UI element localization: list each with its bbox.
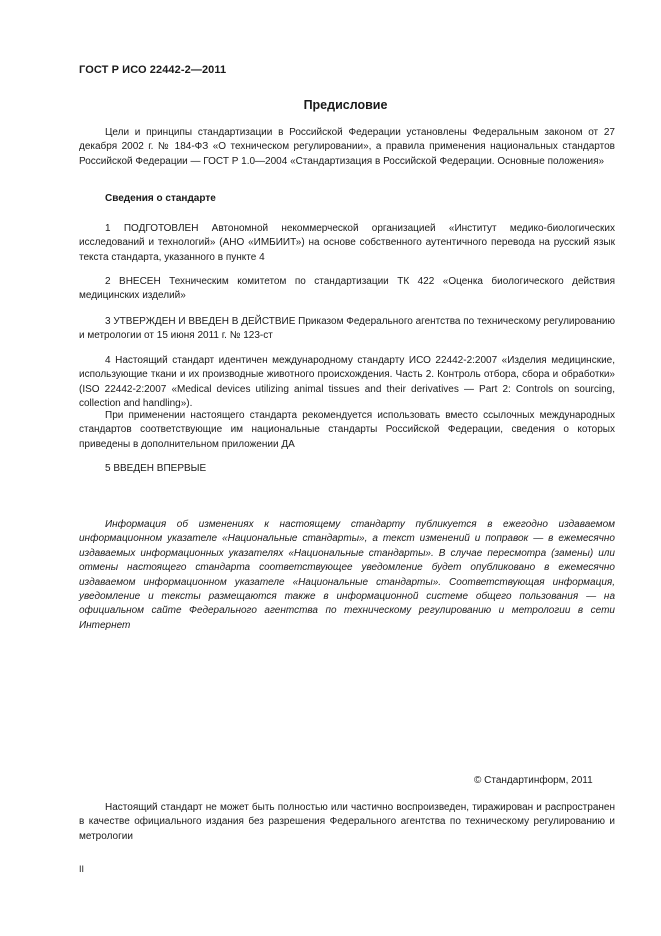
copyright-line: © Стандартинформ, 2011 (474, 775, 593, 786)
item-4-paragraph: 4 Настоящий стандарт идентичен международному стандарту ИСО 22442-2:2007 «Изделия медицинские, использующие ткани и их производные животного происхождения. Часть 2. Контроль отбора, сбора и обработки» (ISO 22442-2:2007 «Medical devices utilizing animal tissues and their derivatives — Part 2: Controls on sourcing, collection and handling»). (79, 355, 615, 410)
page-title: Предисловие (303, 98, 388, 112)
item-1-paragraph: 1 ПОДГОТОВЛЕН Автономной некоммерческой организацией «Институт медико-биологических исследований и технологий» (АНО «ИМБИИТ») на основе собственного аутентичного перевода на русский язык текста стандарта, указанного в пункте 4 (79, 223, 615, 263)
document-id-header: ГОСТ Р ИСО 22442-2—2011 (79, 64, 227, 76)
item-5-paragraph: 5 ВВЕДЕН ВПЕРВЫЕ (105, 463, 207, 474)
section-heading-info: Сведения о стандарте (105, 193, 216, 204)
page-number: II (79, 864, 85, 874)
item-3-paragraph: 3 УТВЕРЖДЕН И ВВЕДЕН В ДЕЙСТВИЕ Приказом Федерального агентства по техническому регулированию и метрологии от 15 июня 2011 г. № 123-ст (79, 316, 615, 342)
item-4-note-paragraph: При применении настоящего стандарта рекомендуется использовать вместо ссылочных международных стандартов соответствующие им национальные стандарты Российской Федерации, сведения о которых приведены в дополнительном приложении ДА (79, 410, 615, 450)
reproduction-notice-paragraph: Настоящий стандарт не может быть полностью или частично воспроизведен, тиражирован и распространен в качестве официального издания без разрешения Федерального агентства по техническому регулированию и метрологии (79, 802, 615, 842)
changes-notice-paragraph: Информация об изменениях к настоящему стандарту публикуется в ежегодно издаваемом информационном указателе «Национальные стандарты», а текст изменений и поправок — в ежемесячно издаваемых информационных указателях «Национальные стандарты». В случае пересмотра (замены) или отмены настоящего стандарта соответствующее уведомление будет опубликовано в ежемесячно издаваемом информационном указателе «Национальные стандарты». Соответствующая информация, уведомление и тексты размещаются также в информационной системе общего пользования — на официальном сайте Федерального агентства по техническому регулированию и метрологии в сети Интернет (79, 519, 615, 631)
intro-paragraph: Цели и принципы стандартизации в Российской Федерации установлены Федеральным законом от 27 декабря 2002 г. № 184-ФЗ «О техническом регулировании», а правила применения национальных стандартов Российской Федерации — ГОСТ Р 1.0—2004 «Стандартизация в Российской Федерации. Основные положения» (79, 127, 615, 167)
item-2-paragraph: 2 ВНЕСЕН Техническим комитетом по стандартизации ТК 422 «Оценка биологического действия медицинских изделий» (79, 276, 615, 302)
